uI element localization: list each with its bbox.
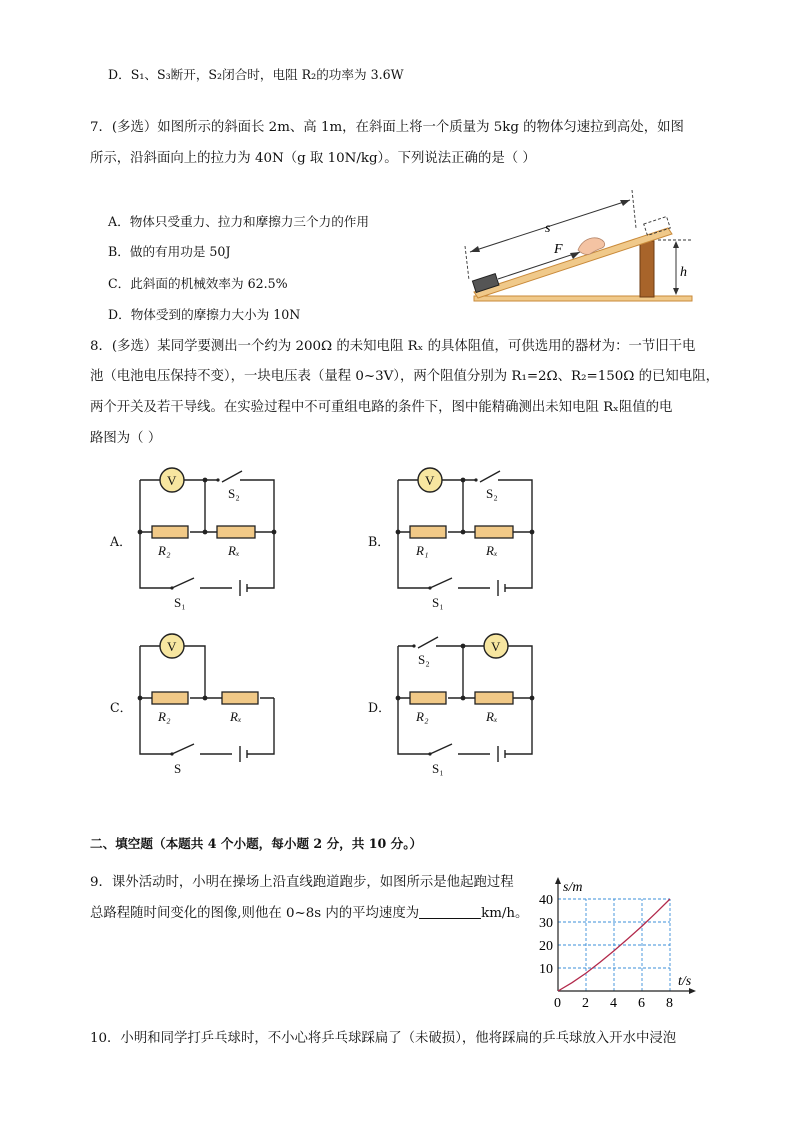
- x-tick-label: 4: [610, 996, 617, 1011]
- top-switch-label: S₂: [418, 652, 430, 667]
- circuit-d: [386, 626, 541, 776]
- circuit-b: [386, 460, 541, 610]
- q8-line-4: 路图为（ ）: [90, 431, 162, 446]
- q7-option-d: D．物体受到的摩擦力大小为 10N: [108, 307, 301, 322]
- bottom-switch-label: S₁: [174, 595, 186, 610]
- x-tick-label: 2: [582, 996, 589, 1011]
- y-tick-label: 30: [539, 916, 553, 931]
- q8-line-3: 两个开关及若干导线。在实验过程中不可重组电路的条件下，图中能精确测出未知电阻 Rₓ阻值的电: [90, 400, 673, 415]
- q9-line-1: 9．课外活动时，小明在操场上沿直线跑道跑步，如图所示是他起跑过程: [90, 875, 514, 890]
- q9-line-2-text: 总路程随时间变化的图像,则他在 0~8s 内的平均速度为: [90, 906, 420, 921]
- left-resistor-label: R₂: [158, 709, 171, 724]
- floor-board: [474, 296, 692, 301]
- x-tick-label: 0: [554, 996, 561, 1011]
- y-tick-label: 40: [539, 893, 553, 908]
- q9-line-2: [90, 905, 528, 923]
- y-tick-label: 20: [539, 939, 553, 954]
- q7-option-b: B．做的有用功是 50J: [108, 244, 231, 259]
- q7-line-1: 7．(多选）如图所示的斜面长 2m、高 1m，在斜面上将一个质量为 5kg 的物体匀速拉到高处，如图: [90, 120, 684, 135]
- circuit-a-option: A．: [110, 534, 132, 549]
- q7-option-a: A．物体只受重力、拉力和摩擦力三个力的作用: [108, 214, 369, 229]
- circuit-c: [128, 626, 283, 776]
- f-label: F: [554, 242, 563, 257]
- voltmeter-label: V: [425, 473, 435, 488]
- q10-line-1: 10．小明和同学打乒乓球时，不小心将乒乓球踩扁了（未破损），他将踩扁的乒乓球放入开水中浸泡: [90, 1031, 677, 1046]
- circuit-d-option: D．: [368, 700, 391, 715]
- right-resistor-label: Rₓ: [486, 543, 498, 558]
- distance-time-chart: [528, 868, 698, 1018]
- x-tick-label: 6: [638, 996, 645, 1011]
- q7-option-c: C．此斜面的机械效率为 62.5%: [108, 276, 288, 291]
- circuit-c-option: C．: [110, 700, 133, 715]
- y-axis-label: s/m: [563, 880, 583, 895]
- right-resistor-label: Rₓ: [228, 543, 240, 558]
- q6-option-d: D．S₁、S₃断开，S₂闭合时，电阻 R₂的功率为 3.6W: [108, 67, 404, 82]
- right-resistor-label: Rₓ: [230, 709, 242, 724]
- voltmeter-label: V: [491, 639, 501, 654]
- circuit-b-option: B．: [368, 534, 390, 549]
- left-resistor-label: R₂: [416, 709, 429, 724]
- top-switch-label: S₂: [228, 486, 240, 501]
- top-switch-label: S₂: [486, 486, 498, 501]
- s-label: s: [545, 221, 551, 236]
- answer-blank[interactable]: [419, 905, 481, 919]
- incline-figure: [462, 180, 702, 305]
- y-axis-arrow: [555, 877, 561, 884]
- y-tick-label: 10: [539, 962, 553, 977]
- section-2-heading: 二、填空题（本题共 4 个小题，每小题 2 分，共 10 分。）: [90, 836, 423, 851]
- x-axis-label: t/s: [678, 974, 692, 989]
- bottom-switch-label: S₁: [432, 595, 444, 610]
- q7-line-2: 所示，沿斜面向上的拉力为 40N（g 取 10N/kg）。下列说法正确的是（ ）: [90, 151, 536, 166]
- circuit-a: [128, 460, 283, 610]
- left-resistor-label: R₂: [158, 543, 171, 558]
- h-label: h: [680, 265, 687, 280]
- bottom-switch-label: S₁: [432, 761, 444, 776]
- q8-line-2: 池（电池电压保持不变），一块电压表（量程 0~3V），两个阻值分别为 R₁=2Ω、R₂=150Ω 的已知电阻，: [90, 369, 719, 384]
- right-resistor-label: Rₓ: [486, 709, 498, 724]
- voltmeter-label: V: [167, 639, 177, 654]
- voltmeter-label: V: [167, 473, 177, 488]
- q8-line-1: 8．(多选）某同学要测出一个约为 200Ω 的未知电阻 Rₓ 的具体阻值，可供选用的器材为：一节旧干电: [90, 339, 696, 354]
- x-tick-label: 8: [666, 996, 673, 1011]
- q9-unit: km/h。: [481, 906, 529, 921]
- bottom-switch-label: S: [174, 761, 182, 776]
- left-resistor-label: R₁: [416, 543, 429, 558]
- wooden-post: [640, 241, 654, 297]
